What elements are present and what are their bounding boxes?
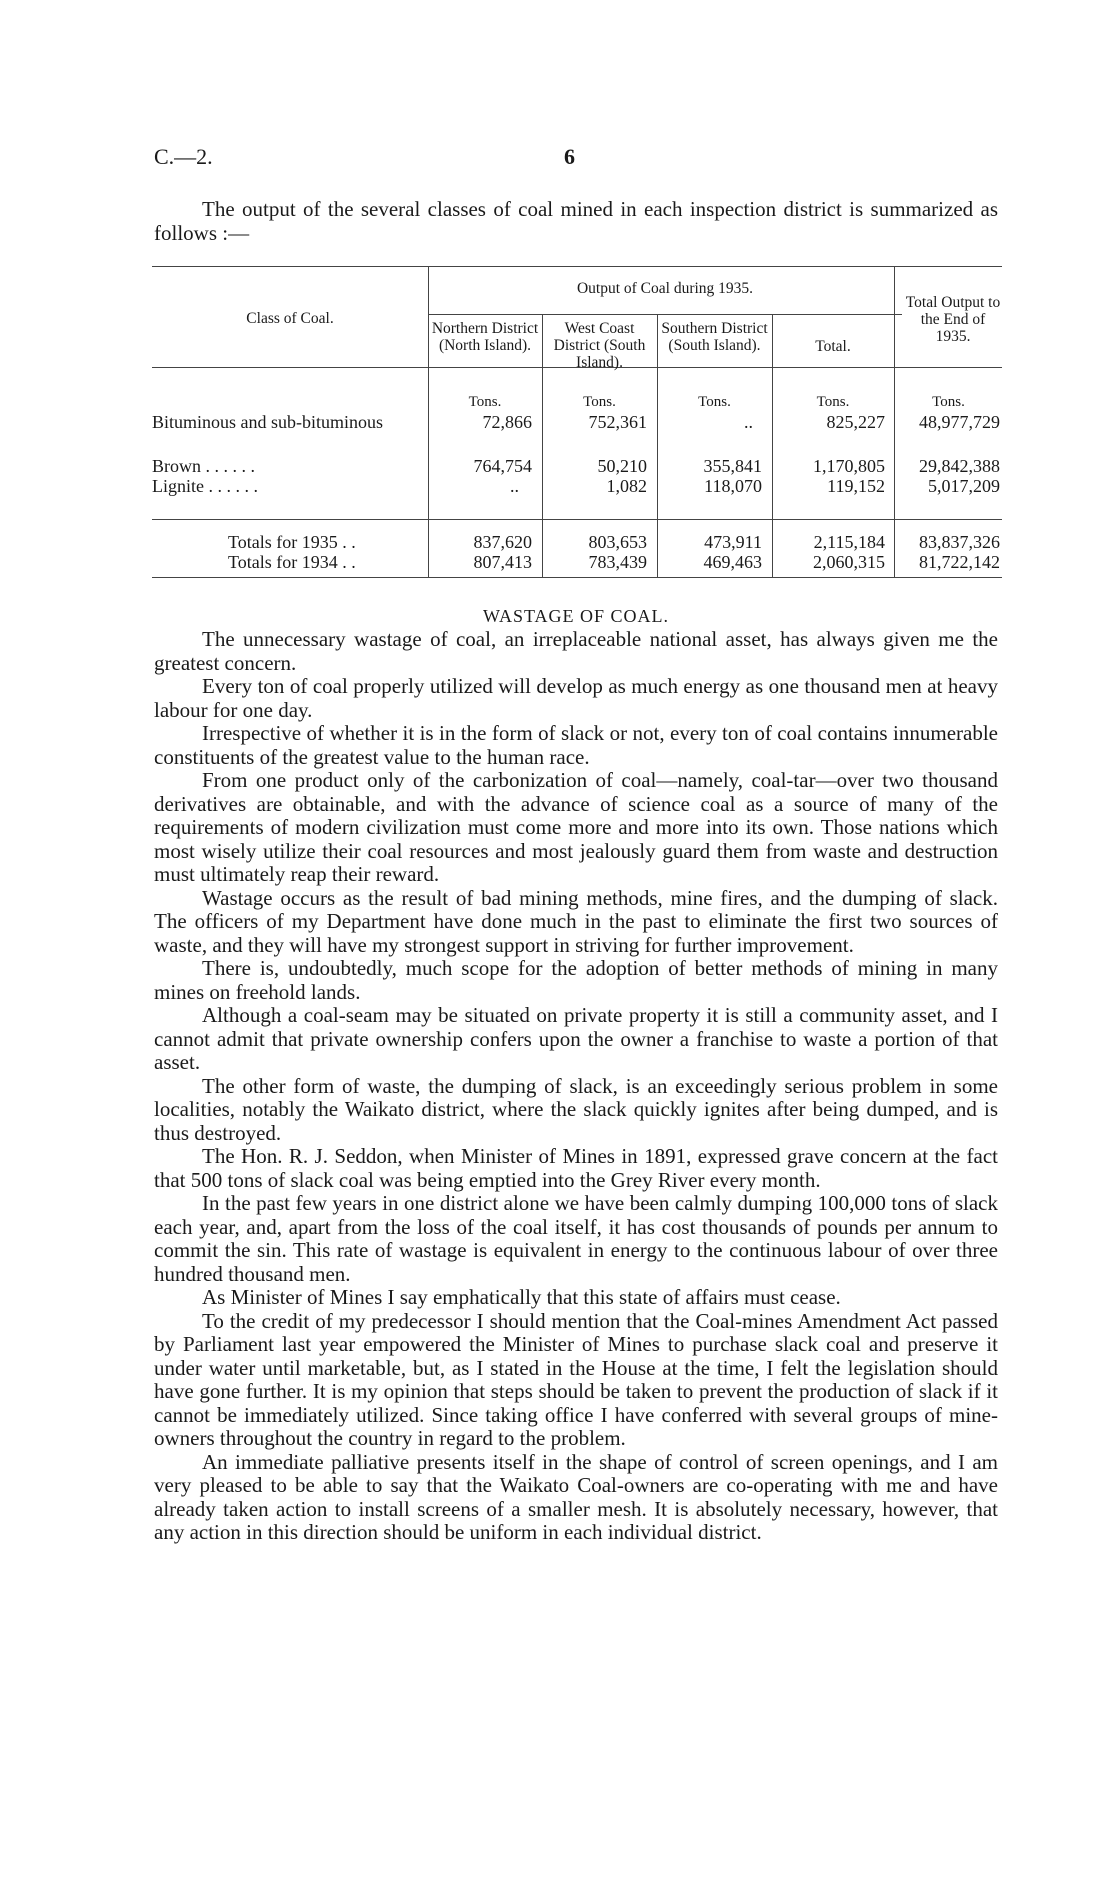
section-heading: WASTAGE OF COAL.: [482, 606, 670, 626]
page-number: 6: [564, 144, 575, 169]
paragraph: From one product only of the carbonization of coal—namely, coal-tar—over two thousand derivatives are obtainable, and with the advance of science coal as a source of many of the requirements of modern civilization must come more and more into its own. Those nations which most wisely utilize their coal resources and most jealously guard them from waste and destruction must ultimately reap their reward.: [154, 768, 998, 886]
table-cell: 83,837,326: [919, 532, 1000, 552]
totals-label-1935: Totals for 1935 . .: [228, 532, 356, 552]
col-header-total: Total.: [815, 338, 851, 355]
table-bottom-rule: [152, 577, 1002, 578]
paragraph: The other form of waste, the dumping of slack, is an exceedingly serious problem in some localities, notably the Waikato district, where the slack quickly ignites after being dumped, and is thus destroyed.: [154, 1073, 998, 1145]
table-cell: 473,911: [704, 532, 762, 552]
paragraph: Although a coal-seam may be situated on private property it is still a community asset, and I cannot admit that private ownership confers upon the owner a franchise to waste a portion of that asset.: [154, 1003, 998, 1074]
row-label-bituminous: Bituminous and sub-bituminous: [152, 412, 384, 432]
table-cell: 119,152: [827, 476, 885, 496]
table-cell: 764,754: [473, 456, 532, 476]
table-cell: 2,115,184: [813, 532, 885, 552]
table-cell: 2,060,315: [813, 552, 885, 572]
paragraph: As Minister of Mines I say emphatically that this state of affairs must cease.: [202, 1285, 841, 1309]
table-body-rule: [152, 519, 1002, 520]
unit-label: Tons.: [932, 394, 965, 410]
table-top-rule: [152, 266, 1002, 267]
unit-label: Tons.: [468, 394, 502, 410]
paragraph: Wastage occurs as the result of bad mining methods, mine fires, and the dumping of slack. The officers of my Department have done much in the past to eliminate the first two sources of waste, and they will have my strongest support in striving for further improvement.: [154, 885, 998, 957]
intro-paragraph: The output of the several classes of coal mined in each inspection district is summarized as follows :—: [154, 197, 998, 245]
paragraph: There is, undoubtedly, much scope for the adoption of better methods of mining in many mines on freehold lands.: [154, 956, 998, 1004]
table-cell: 81,722,142: [919, 552, 1000, 572]
table-cell: 118,070: [704, 476, 762, 496]
paragraph: An immediate palliative presents itself in the shape of control of screen openings, and I am very pleased to be able to say that the Waikato Coal-owners are co-operating with me and have already taken action to install screens of a smaller mesh. It is absolutely necessary, however, that any action in this direction should be uniform in each individual district.: [154, 1449, 998, 1544]
table-cell: 1,170,805: [813, 456, 885, 476]
paragraph: Irrespective of whether it is in the form of slack or not, every ton of coal contains innumerable constituents of the greatest value to the human race.: [154, 721, 998, 769]
totals-label-1934: Totals for 1934 . .: [228, 552, 356, 572]
coal-output-table: [152, 266, 1002, 578]
col-header-west-coast: West Coast District (South Island).: [553, 320, 646, 371]
class-of-coal-header: Class of Coal.: [246, 310, 334, 327]
table-cell: 72,866: [482, 412, 532, 432]
paragraph: To the credit of my predecessor I should mention that the Coal-mines Amendment Act passed by Parliament last year empowered the Minister of Mines to purchase slack coal and preserve it under water until marketable, but, as I stated in the House at the time, I felt the legislation should have gone further. It is my opinion that steps should be taken to prevent the production of slack if it cannot be immediately utilized. Since taking office I have conferred with several groups of mine-owners throughout the country in regard to the problem.: [154, 1308, 998, 1450]
table-cell: 469,463: [703, 552, 762, 572]
col-header-northern: Northern District (North Island).: [431, 320, 539, 354]
table-cell: 29,842,388: [919, 456, 1000, 476]
paragraph: In the past few years in one district alone we have been calmly dumping 100,000 tons of slack each year, and, apart from the loss of the coal itself, it has cost thousands of pounds per annum to commit the sin. This rate of wastage is equivalent in energy to the continuous labour of over three hundred thousand men.: [154, 1191, 998, 1286]
table-cell: 803,653: [588, 532, 647, 552]
table-cell: 825,227: [826, 412, 885, 432]
table-cell: 48,977,729: [919, 412, 1000, 432]
table-cell: 837,620: [473, 532, 532, 552]
table-cell: 50,210: [597, 456, 647, 476]
body-text: [154, 628, 998, 1545]
table-cell: 752,361: [588, 412, 647, 432]
paragraph: The unnecessary wastage of coal, an irreplaceable national asset, has always given me the greatest concern.: [154, 627, 998, 675]
unit-label: Tons.: [816, 394, 850, 410]
paragraph: Every ton of coal properly utilized will develop as much energy as one thousand men at heavy labour for one day.: [154, 674, 998, 722]
table-cell: 1,082: [606, 476, 647, 496]
group-header-rule: [428, 314, 902, 315]
col-header-total-output: Total Output to the End of 1935.: [905, 294, 1001, 345]
unit-label: Tons.: [583, 394, 616, 410]
table-cell: ..: [510, 476, 519, 496]
table-cell: 807,413: [473, 552, 532, 572]
paragraph: The Hon. R. J. Seddon, when Minister of Mines in 1891, expressed grave concern at the fact that 500 tons of slack coal was being emptied into the Grey River every month.: [154, 1144, 998, 1192]
table-cell: 5,017,209: [928, 476, 1000, 496]
row-label-lignite: Lignite . . . . . .: [152, 476, 258, 496]
table-cell: ..: [744, 412, 753, 432]
row-label-brown: Brown . . . . . .: [152, 456, 255, 476]
col-header-southern: Southern District (South Island).: [661, 320, 768, 354]
table-cell: 355,841: [703, 456, 762, 476]
table-cell: 783,439: [588, 552, 647, 572]
document-reference: C.—2.: [154, 144, 213, 169]
page-header: [154, 144, 984, 174]
output-group-header: Output of Coal during 1935.: [576, 280, 754, 297]
unit-label: Tons.: [698, 394, 731, 410]
